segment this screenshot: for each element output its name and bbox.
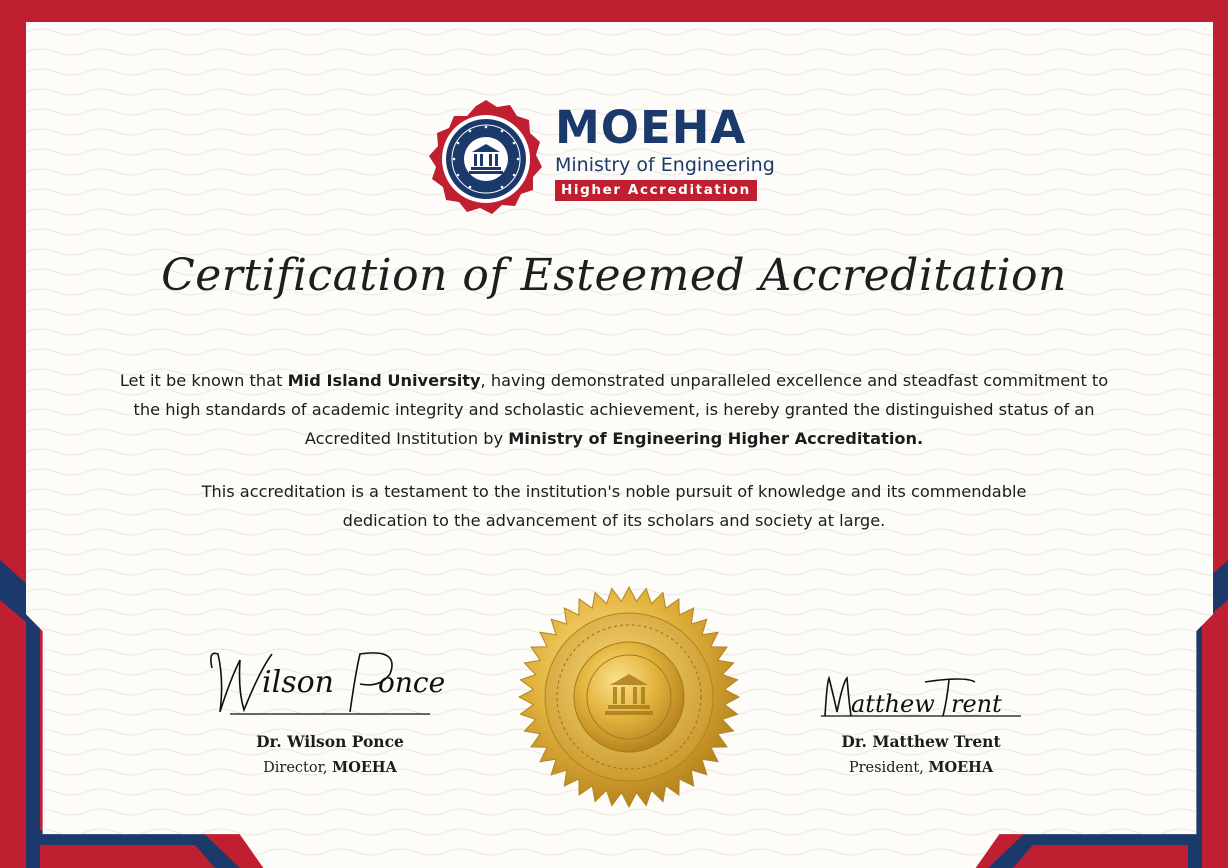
- svg-text:atthew: atthew: [851, 690, 935, 718]
- certificate-testament: This accreditation is a testament to the institution's noble pursuit of knowledge and its commendable dedication to the advancement of its scholars and society at large.: [201, 482, 1027, 530]
- signature-wilson-ponce: [200, 640, 460, 720]
- certificate-title: Certification of Esteemed Accreditation: [161, 250, 1067, 301]
- signatory-right-name: Dr. Matthew Trent: [841, 732, 1001, 751]
- accreditor-name: Ministry of Engineering Higher Accreditation.: [508, 429, 924, 448]
- svg-text:rent: rent: [951, 690, 1002, 718]
- gold-seal-icon: [518, 586, 740, 808]
- signatory-right-role: [771, 759, 1071, 776]
- svg-text:ilson: ilson: [262, 665, 334, 700]
- brand-block: [555, 101, 815, 201]
- moeha-logo-emblem: [425, 98, 547, 220]
- signatory-right-title: President,: [848, 760, 929, 776]
- statement-intro: Let it be known that: [119, 371, 288, 390]
- signatory-left-role: [180, 759, 480, 776]
- signature-matthew-trent: [815, 672, 1025, 722]
- signatory-right-org: MOEHA: [928, 759, 994, 776]
- brand-subtitle: Ministry of Engineering: [555, 154, 775, 176]
- signatory-left-title: Director,: [263, 760, 333, 776]
- statement-body: , having demonstrated unparalleled excellence and steadfast commitment to the high standards of academic integrity and scholastic achievement, is hereby granted the distinguished status of an Accredited Institution by: [133, 371, 1109, 448]
- signatory-left-org: MOEHA: [332, 759, 397, 776]
- brand-tag: Higher Accreditation: [555, 180, 757, 201]
- brand-name: MOEHA: [555, 101, 747, 154]
- institution-name: Mid Island University: [287, 371, 481, 390]
- certificate-statement: [104, 366, 1124, 453]
- svg-text:once: once: [378, 666, 446, 699]
- signatory-left-name: Dr. Wilson Ponce: [256, 732, 404, 751]
